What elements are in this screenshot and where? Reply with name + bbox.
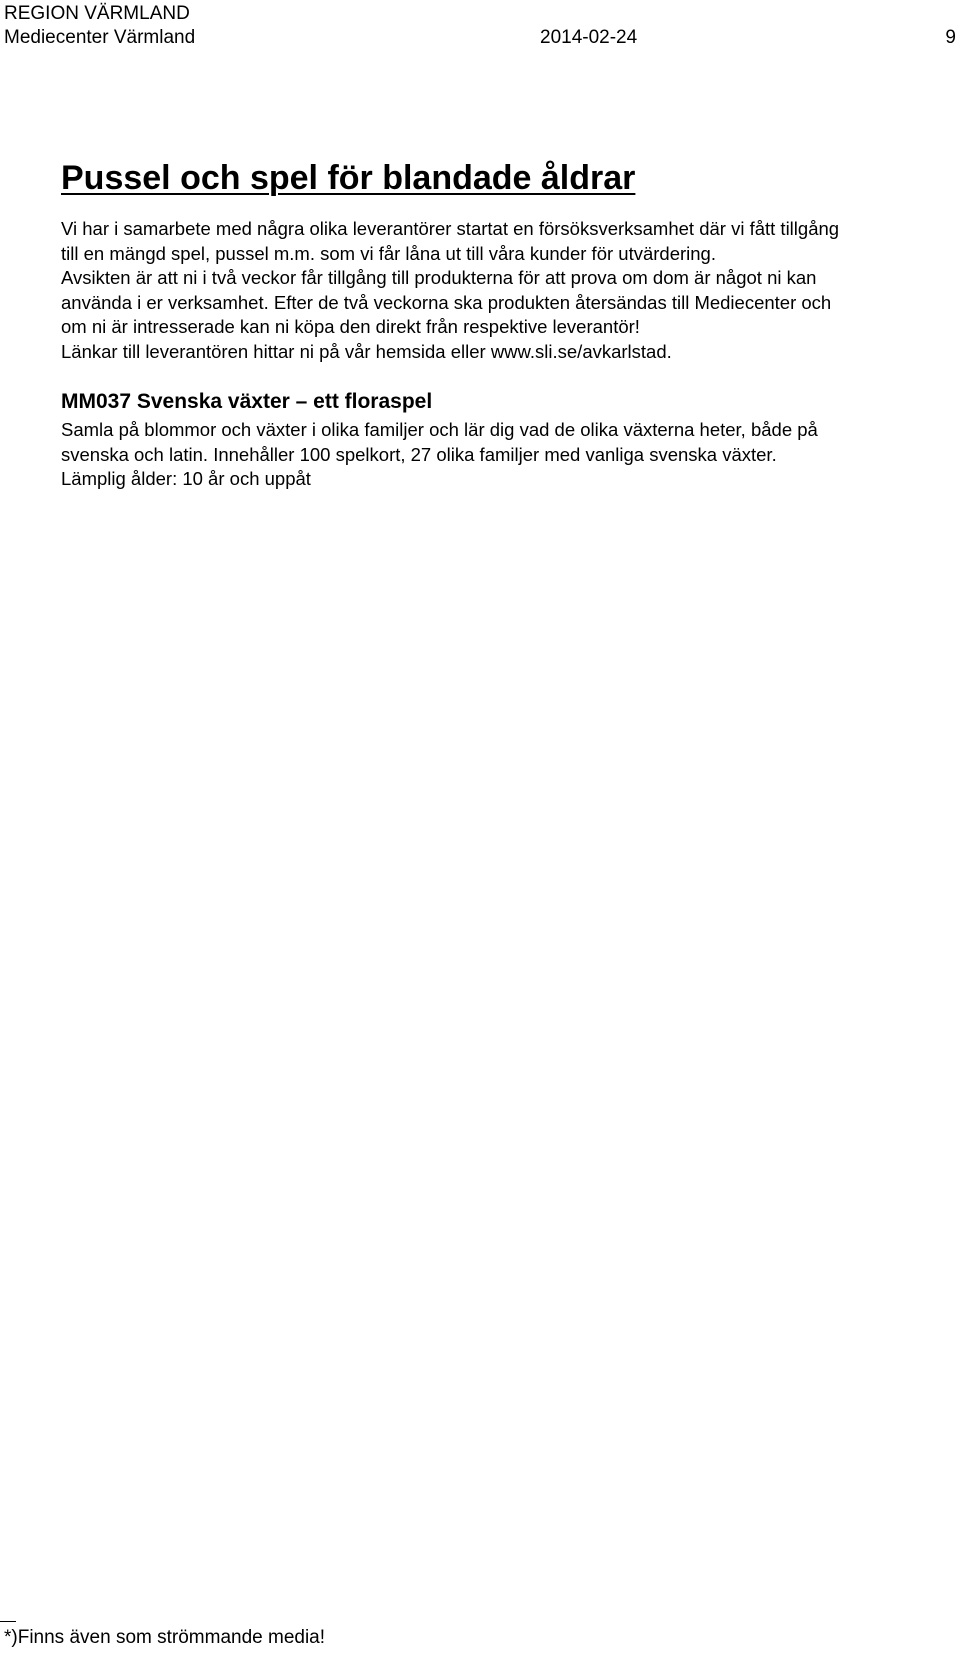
main-content [61, 155, 941, 492]
product-description [61, 418, 941, 492]
product-description-line: svenska och latin. Innehåller 100 spelkort, 27 olika familjer med vanliga svenska växter. [61, 443, 777, 465]
intro-line: Avsikten är att ni i två veckor får tillgång till produkterna för att prova om dom är något ni kan [61, 267, 817, 288]
intro-line: om ni är intresserade kan ni köpa den direkt från respektive leverantör! [61, 316, 640, 337]
page-title: Pussel och spel för blandade åldrar [61, 159, 636, 197]
product-entry [61, 388, 941, 492]
product-title: MM037 Svenska växter – ett floraspel [61, 390, 433, 413]
header-row-organization [4, 2, 956, 26]
footnote-divider [0, 1621, 16, 1622]
intro-line: till en mängd spel, pussel m.m. som vi får låna ut till våra kunder för utvärdering. [61, 242, 716, 264]
footnote: *)Finns även som strömmande media! [4, 1627, 326, 1648]
intro-line: använda i er verksamhet. Efter de två veckorna ska produkten återsändas till Mediecenter och [61, 291, 832, 313]
intro-paragraph [61, 217, 941, 364]
page-header [4, 2, 956, 50]
product-description-line: Samla på blommor och växter i olika familjer och lär dig vad de olika växterna heter, både på [61, 419, 818, 440]
header-department: Mediecenter Värmland [4, 27, 196, 48]
header-row-department [4, 26, 956, 50]
header-date: 2014-02-24 [540, 27, 638, 48]
header-organization: REGION VÄRMLAND [4, 3, 190, 24]
product-description-line: Lämplig ålder: 10 år och uppåt [61, 468, 311, 489]
page-number: 9 [945, 27, 956, 48]
intro-line: Vi har i samarbete med några olika leverantörer startat en försöksverksamhet där vi fått tillgång [61, 218, 840, 239]
intro-line: Länkar till leverantören hittar ni på vår hemsida eller www.sli.se/avkarlstad. [61, 340, 672, 362]
